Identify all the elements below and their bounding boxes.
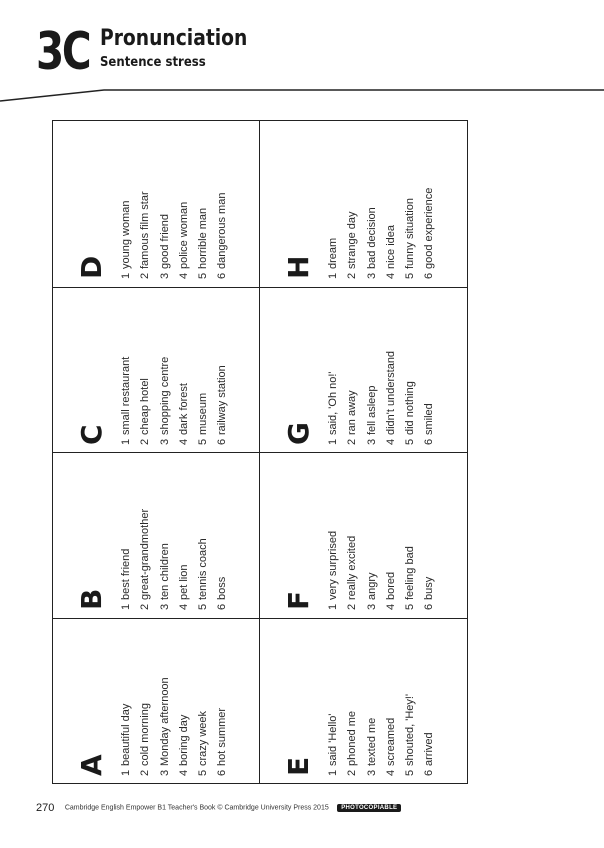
list-item [194, 509, 213, 610]
item-text: young woman [120, 200, 132, 269]
item-text: said, 'Oh no!' [327, 371, 339, 435]
item-number: 2 [139, 272, 152, 279]
item-text: smiled [423, 403, 436, 435]
list-item [401, 531, 420, 610]
list-item [213, 191, 232, 279]
card-letter: H [282, 255, 315, 279]
item-text: texted me [365, 717, 378, 766]
item-text: tennis coach [197, 538, 210, 600]
item-number: 4 [384, 603, 397, 610]
item-text: busy [423, 576, 436, 600]
item-text: cheap hotel [139, 378, 152, 435]
item-number: 5 [197, 438, 210, 445]
list-item [156, 677, 175, 776]
list-item [382, 694, 401, 776]
item-number: 4 [177, 438, 190, 445]
list-item [324, 351, 343, 445]
list-item [156, 509, 175, 610]
item-text: really excited [346, 535, 359, 600]
page-subtitle: Sentence stress [100, 55, 206, 70]
card-word-list [117, 677, 233, 776]
item-text: very surprised [327, 530, 339, 600]
item-text: nice idea [384, 224, 397, 269]
item-number: 3 [365, 603, 378, 610]
item-text: feeling bad [404, 546, 417, 600]
item-text: bad decision [365, 207, 378, 269]
list-item [363, 694, 382, 776]
page-footer [36, 799, 401, 813]
card-grid [52, 120, 468, 784]
item-number: 3 [365, 272, 378, 279]
list-item [194, 191, 213, 279]
item-text: beautiful day [120, 703, 132, 766]
header-rule [0, 0, 604, 110]
item-number: 4 [177, 272, 190, 279]
list-item [363, 351, 382, 445]
card-d [65, 121, 231, 329]
list-item [401, 351, 420, 445]
item-number: 5 [404, 769, 417, 776]
list-item [117, 677, 136, 776]
item-number: 6 [423, 603, 436, 610]
list-item [343, 351, 362, 445]
list-item [420, 188, 439, 279]
item-number: 1 [120, 272, 132, 279]
list-item [382, 188, 401, 279]
item-number: 4 [177, 769, 190, 776]
item-text: arrived [423, 732, 436, 766]
item-number: 6 [216, 272, 229, 279]
item-text: dangerous man [216, 192, 229, 269]
card-letter: F [282, 590, 315, 610]
item-number: 5 [404, 272, 417, 279]
item-number: 1 [327, 603, 339, 610]
item-number: 2 [139, 769, 152, 776]
item-text: ten children [158, 543, 171, 600]
item-number: 5 [197, 769, 210, 776]
card-letter: C [75, 424, 108, 445]
list-item [136, 677, 155, 776]
card-word-list [324, 188, 440, 279]
item-text: good experience [423, 187, 436, 269]
list-item [175, 677, 194, 776]
list-item [401, 694, 420, 776]
item-text: screamed [384, 717, 397, 766]
item-number: 2 [139, 603, 152, 610]
item-text: did nothing [404, 381, 417, 435]
item-text: police woman [177, 201, 190, 269]
list-item [117, 191, 136, 279]
item-number: 1 [120, 603, 132, 610]
item-number: 5 [197, 603, 210, 610]
item-text: cold morning [139, 703, 152, 766]
item-number: 5 [197, 272, 210, 279]
list-item [175, 191, 194, 279]
item-number: 2 [346, 769, 359, 776]
item-text: famous film star [139, 191, 152, 269]
item-text: ran away [346, 390, 359, 435]
list-item [401, 188, 420, 279]
card-word-list [324, 694, 440, 776]
list-item [213, 677, 232, 776]
item-number: 6 [216, 438, 229, 445]
list-item [324, 694, 343, 776]
item-text: fell asleep [365, 385, 378, 435]
list-item [420, 351, 439, 445]
item-number: 2 [346, 272, 359, 279]
unit-code: 3C [36, 22, 90, 82]
card-letter: A [75, 754, 108, 776]
list-item [117, 357, 136, 445]
page-title: Pronunciation [100, 26, 248, 51]
page-header [0, 0, 604, 110]
item-number: 4 [177, 603, 190, 610]
item-number: 6 [423, 272, 436, 279]
item-number: 1 [327, 272, 339, 279]
card-h [272, 121, 438, 329]
item-text: Monday afternoon [158, 677, 171, 766]
page-number: 270 [36, 801, 55, 814]
item-text: great-grandmother [139, 508, 152, 600]
card-word-list [117, 509, 233, 610]
item-number: 2 [346, 603, 359, 610]
list-item [363, 531, 382, 610]
item-text: shouted, 'Hey!' [404, 693, 417, 766]
item-number: 1 [120, 438, 132, 445]
list-item [136, 357, 155, 445]
item-number: 1 [327, 769, 339, 776]
item-text: bored [384, 571, 397, 600]
item-text: phoned me [346, 710, 359, 766]
list-item [156, 357, 175, 445]
card-content [65, 121, 273, 287]
footer-credit: Cambridge English Empower B1 Teacher's Book © Cambridge University Press 2015 [64, 804, 329, 812]
item-number: 3 [158, 769, 171, 776]
list-item [213, 357, 232, 445]
item-text: shopping centre [158, 356, 171, 435]
item-number: 4 [384, 438, 397, 445]
card-word-list [324, 531, 440, 610]
list-item [343, 188, 362, 279]
item-text: boss [216, 576, 229, 600]
list-item [194, 677, 213, 776]
list-item [382, 351, 401, 445]
item-number: 4 [384, 769, 397, 776]
item-number: 6 [423, 769, 436, 776]
item-number: 5 [404, 603, 417, 610]
list-item [117, 509, 136, 610]
list-item [175, 509, 194, 610]
list-item [343, 531, 362, 610]
item-text: dark forest [177, 383, 190, 435]
list-item [136, 509, 155, 610]
item-number: 2 [139, 438, 152, 445]
item-text: small restaurant [120, 356, 132, 435]
item-text: boring day [177, 714, 190, 766]
item-text: hot summer [216, 707, 229, 766]
list-item [343, 694, 362, 776]
item-number: 1 [120, 769, 132, 776]
item-number: 3 [158, 272, 171, 279]
item-number: 2 [346, 438, 359, 445]
item-number: 5 [404, 438, 417, 445]
item-number: 1 [327, 438, 339, 445]
item-text: railway station [216, 365, 229, 435]
item-text: funny situation [404, 198, 417, 269]
list-item [156, 191, 175, 279]
card-letter: B [75, 588, 108, 610]
item-text: strange day [346, 211, 359, 269]
card-word-list [324, 351, 440, 445]
card-letter: D [75, 255, 108, 279]
card-word-list [117, 357, 233, 445]
list-item [175, 357, 194, 445]
list-item [324, 531, 343, 610]
list-item [136, 191, 155, 279]
item-text: crazy week [197, 710, 210, 766]
item-text: didn't understand [384, 350, 397, 435]
list-item [382, 531, 401, 610]
item-number: 6 [216, 603, 229, 610]
item-text: dream [327, 237, 339, 269]
item-text: angry [365, 572, 378, 600]
list-item [194, 357, 213, 445]
item-number: 4 [384, 272, 397, 279]
item-text: museum [197, 392, 210, 435]
list-item [324, 188, 343, 279]
item-number: 3 [365, 769, 378, 776]
list-item [420, 694, 439, 776]
list-item [420, 531, 439, 610]
photocopiable-badge: PHOTOCOPIABLE [337, 804, 401, 812]
item-number: 3 [365, 438, 378, 445]
item-number: 3 [158, 603, 171, 610]
item-text: best friend [120, 548, 132, 600]
item-text: said 'Hello' [327, 713, 339, 766]
card-content [272, 121, 480, 287]
card-letter: G [282, 422, 315, 445]
item-text: pet lion [177, 564, 190, 600]
list-item [213, 509, 232, 610]
card-word-list [117, 191, 233, 279]
item-number: 3 [158, 438, 171, 445]
list-item [363, 188, 382, 279]
card-letter: E [282, 756, 315, 776]
item-number: 6 [423, 438, 436, 445]
item-number: 6 [216, 769, 229, 776]
item-text: good friend [158, 213, 171, 269]
item-text: horrible man [197, 207, 210, 269]
